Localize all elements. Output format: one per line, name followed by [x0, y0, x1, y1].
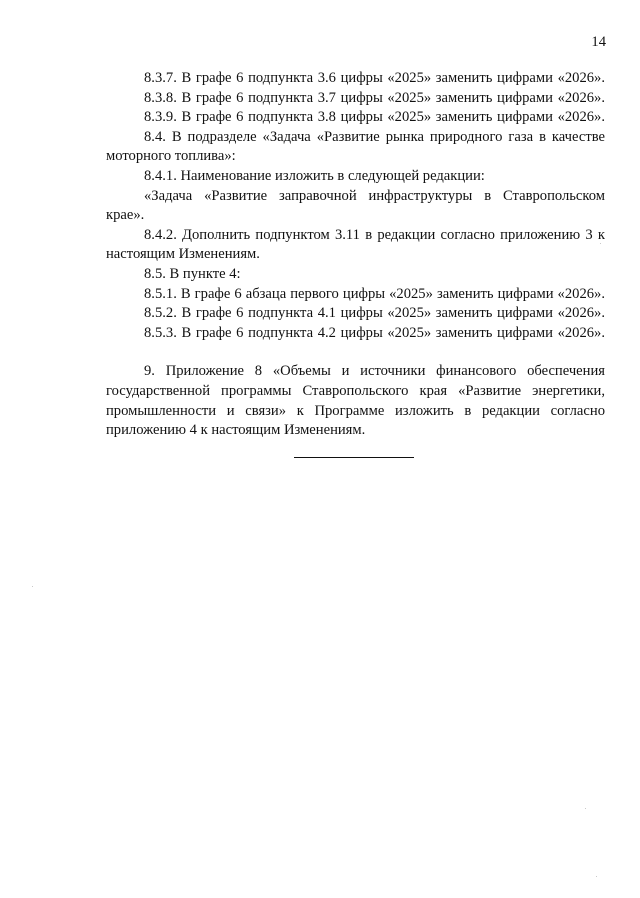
closing-rule: [294, 457, 414, 458]
paragraph-8-5-1: 8.5.1. В графе 6 абзаца первого цифры «2025» заменить цифрами «2026».: [144, 285, 605, 302]
paragraph-8-3-7: 8.3.7. В графе 6 подпункта 3.6 цифры «2025» заменить цифрами «2026».: [144, 70, 605, 86]
paragraph-8-5-3: 8.5.3. В графе 6 подпункта 4.2 цифры «2025» заменить цифрами «2026».: [144, 324, 605, 341]
scan-speck: [585, 808, 586, 809]
paragraph-8-5: 8.5. В пункте 4:: [144, 265, 241, 282]
paragraph-8-3-8: 8.3.8. В графе 6 подпункта 3.7 цифры «2025» заменить цифрами «2026».: [144, 89, 605, 106]
document-body: [106, 69, 605, 441]
paragraph-9: 9. Приложение 8 «Объемы и источники финансового обеспечения государственной программы Ставропольского края «Развитие энергетики, промышленности и связи» к Программе изложить в редакции согласно приложению 4 к настоящим Изменениям.: [106, 363, 605, 439]
paragraph-8-4-1: 8.4.1. Наименование изложить в следующей редакции:: [144, 167, 485, 184]
scan-speck: [600, 243, 601, 244]
scan-speck: [32, 586, 33, 587]
paragraph-8-4: 8.4. В подразделе «Задача «Развитие рынка природного газа в качестве моторного топлива»:: [106, 128, 605, 165]
page-number: 14: [591, 34, 606, 50]
scan-speck: [596, 876, 597, 877]
paragraph-new-task-name: «Задача «Развитие заправочной инфраструктуры в Ставропольском крае».: [106, 187, 605, 224]
paragraph-8-3-9: 8.3.9. В графе 6 подпункта 3.8 цифры «2025» заменить цифрами «2026».: [144, 109, 605, 126]
paragraph-8-4-2: 8.4.2. Дополнить подпунктом 3.11 в редакции согласно приложению 3 к настоящим Изменениям.: [106, 226, 605, 263]
paragraph-8-5-2: 8.5.2. В графе 6 подпункта 4.1 цифры «2025» заменить цифрами «2026».: [144, 305, 605, 322]
